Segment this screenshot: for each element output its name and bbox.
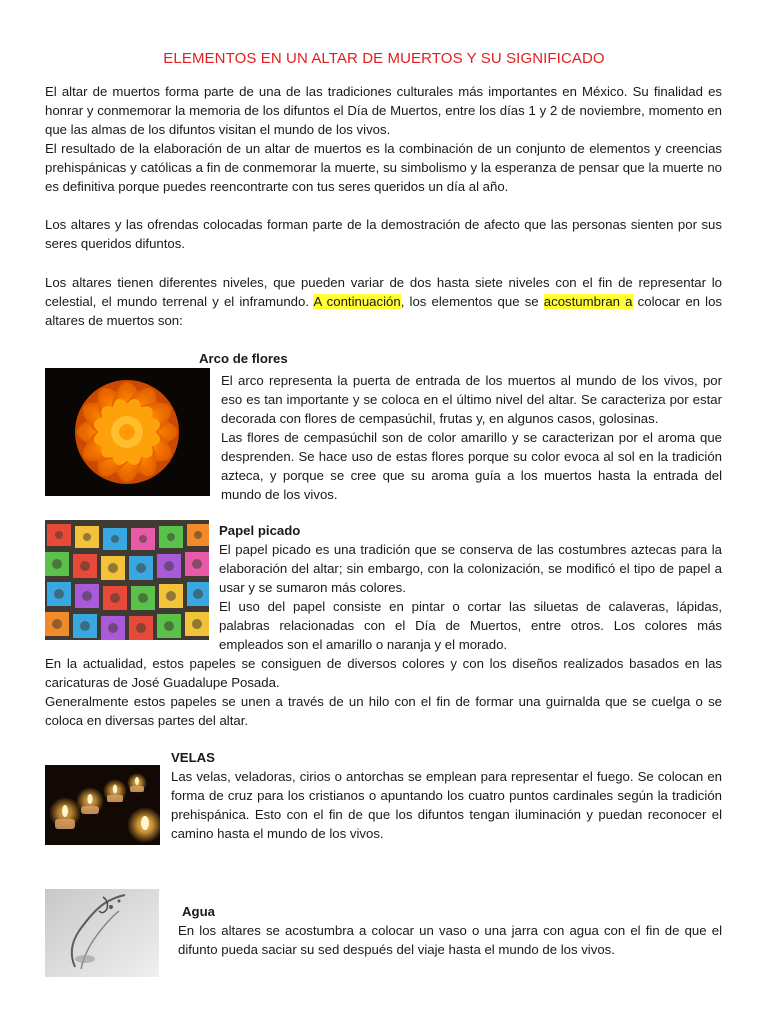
- velas-paragraph-1: Las velas, veladoras, cirios o antorchas se emplean para representar el fuego. Se colocan en forma de cruz para los cristianos o apuntando los cuatro puntos cardinales según la tradición prehispánica. Esto con el fin de que los difuntos tengan iluminación y puedan reconocer el camino hasta el mundo de los vivos.: [171, 769, 722, 841]
- document-title: ELEMENTOS EN UN ALTAR DE MUERTOS Y SU SIGNIFICADO: [163, 50, 605, 67]
- papel-paragraph-1: El papel picado es una tradición que se conserva de las costumbres aztecas para la elaboración del altar; sin embargo, con la colonización, se modificó el tipo de papel a usar y se sumaron más colores.: [219, 542, 722, 595]
- intro-p4-text-a: Los altares tienen diferentes niveles, que pueden variar de dos hasta siete niveles con el fin de representar lo celestial, el mundo terrenal y el inframundo.: [45, 275, 722, 309]
- marigold-flower-image: [45, 368, 210, 496]
- water-glass-icon: [45, 889, 159, 977]
- intro-paragraph-4: [45, 273, 722, 330]
- papel-paragraph-4: Generalmente estos papeles se unen a través de un hilo con el fin de formar una guirnalda que se cuelga o se coloca en diversas partes del altar.: [45, 694, 722, 728]
- heading-papel-picado: Papel picado: [219, 523, 301, 538]
- intro-paragraph-1: El altar de muertos forma parte de una de las tradiciones culturales más importantes en México. Su finalidad es honrar y conmemorar la memoria de los difuntos el Día de Muertos, entre los días 1 y 2 de noviembre, momento en que las almas de los difuntos visitan el mundo de los vivos.: [45, 84, 722, 137]
- arco-paragraph-2: Las flores de cempasúchil son de color amarillo y se caracterizan por el aroma que desprenden. Se hace uso de estas flores porque su color evoca al sol en la tradición azteca, y porque se cree que su aroma guía a los muertos hasta la entrada del mundo de los vivos.: [221, 430, 722, 502]
- candles-image: [45, 765, 160, 845]
- heading-arco-de-flores: Arco de flores: [199, 351, 288, 366]
- heading-agua: Agua: [182, 904, 215, 919]
- intro-paragraph-2: El resultado de la elaboración de un altar de muertos es la combinación de un conjunto de elementos y creencias prehispánicas y católicas a fin de conmemorar la muerte, su simbolismo y la esperanza de pensar que la muerte no es definitiva porque puedes reencontrarte con tus seres queridos un día al año.: [45, 141, 722, 194]
- highlight-acostumbran: acostumbran a: [543, 294, 633, 309]
- papel-paragraph-3: En la actualidad, estos papeles se consiguen de diversos colores y con los diseños realizados basados en las caricaturas de José Guadalupe Posada.: [45, 656, 722, 690]
- heading-velas: VELAS: [171, 750, 215, 765]
- papel-picado-banner-icon: [45, 520, 209, 640]
- highlight-a-continuacion: A continuación: [313, 294, 401, 309]
- intro-p4-text-c: colocar en los altares de muertos son:: [45, 294, 723, 328]
- intro-p4-text-b: , los elementos que se: [400, 294, 544, 309]
- candles-icon: [45, 765, 160, 845]
- intro-paragraph-3: Los altares y las ofrendas colocadas forman parte de la demostración de afecto que las personas sienten por sus seres queridos difuntos.: [45, 217, 722, 251]
- arco-paragraph-1: El arco representa la puerta de entrada de los muertos al mundo de los vivos, por eso es tan importante y se coloca en el último nivel del altar. Se caracteriza por estar decorada con flores de cempasúchil, frutas y, en algunos casos, golosinas.: [221, 373, 722, 426]
- agua-paragraph-1: En los altares se acostumbra a colocar un vaso o una jarra con agua con el fin de que el difunto pueda saciar su sed después del viaje hasta el mundo de los vivos.: [178, 923, 722, 957]
- papel-picado-image: [45, 520, 209, 640]
- papel-paragraph-2: El uso del papel consiste en pintar o cortar las siluetas de calaveras, lápidas, palabras relacionadas con el Día de Muertos, entre otros. Los colores más empleados son el amarillo o naranja y el morado.: [219, 599, 722, 652]
- water-glass-image: [45, 889, 159, 977]
- marigold-flower-icon: [45, 368, 210, 496]
